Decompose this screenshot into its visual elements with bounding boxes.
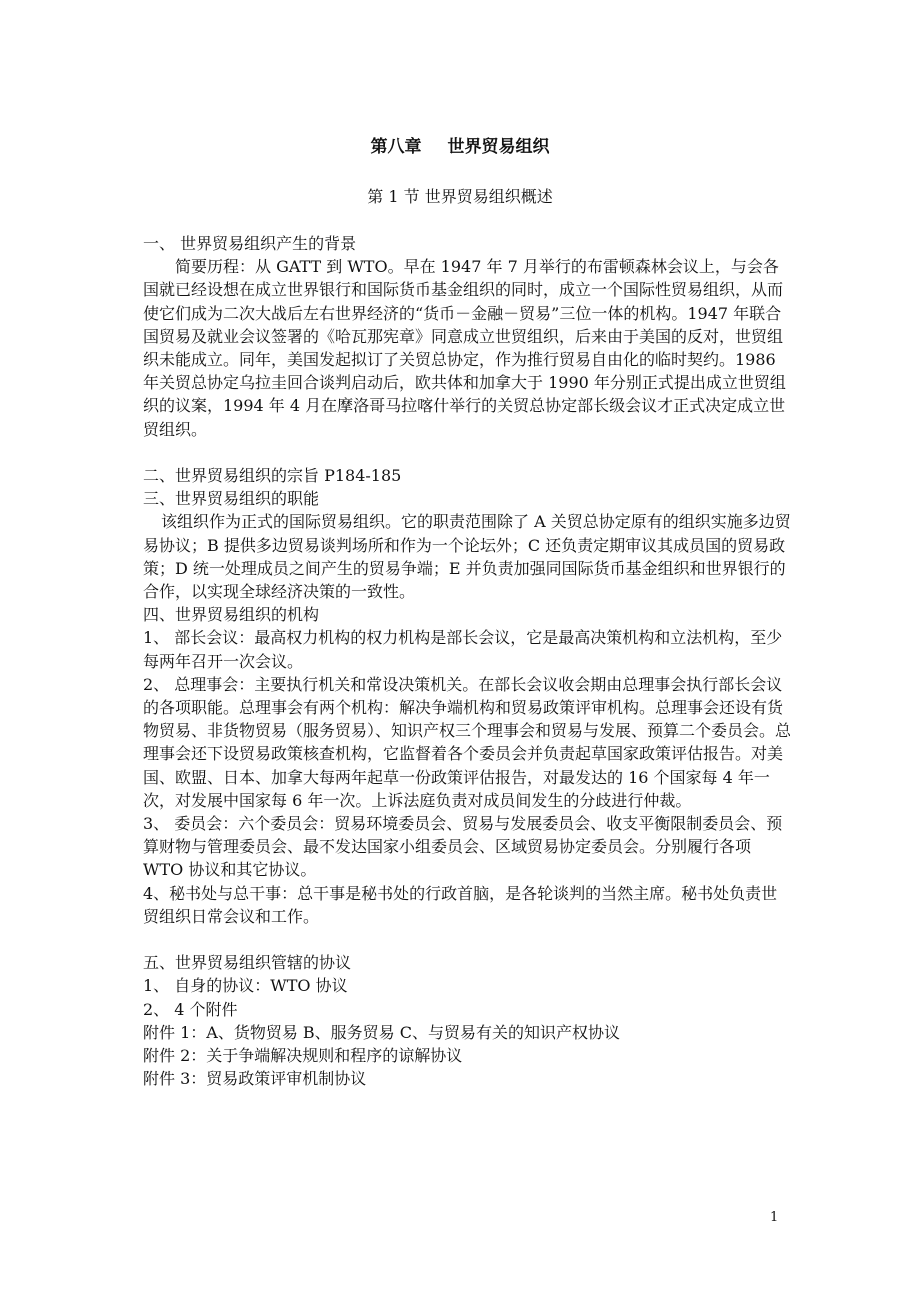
document-body	[143, 232, 791, 1090]
annex-item: 附件 2：关于争端解决规则和程序的谅解协议	[143, 1046, 463, 1066]
chapter-title	[0, 136, 920, 158]
section-subtitle: 第 1 节 世界贸易组织概述	[367, 187, 553, 206]
chapter-number: 第八章	[370, 137, 422, 157]
paragraph-functions: 该组织作为正式的国际贸易组织。它的职责范围除了 A 关贸总协定原有的组织实施多边贸易协议；B 提供多边贸易谈判场所和作为一个论坛外；C 还负责定期审议其成员国的贸易政策；D 统一处理成员之间产生的贸易争端；E 并负责加强同国际货币基金组织和世界银行的合作，以实现全球经济决策的一致性。	[143, 512, 791, 602]
list-item: 4、秘书处与总干事：总干事是秘书处的行政首脑，是各轮谈判的当然主席。秘书处负责世贸组织日常会议和工作。	[143, 883, 778, 926]
section-heading-2: 二、世界贸易组织的宗旨 P184-185	[143, 466, 402, 486]
section-heading-3: 三、世界贸易组织的职能	[143, 489, 320, 509]
section-heading-1: 一、 世界贸易组织产生的背景	[143, 234, 357, 253]
annex-item: 附件 3：贸易政策评审机制协议	[143, 1069, 367, 1089]
list-item: 1、 部长会议：最高权力机构的权力机构是部长会议，它是最高决策机构和立法机构，至少每两年召开一次会议。	[143, 628, 783, 671]
list-item: 1、 自身的协议：WTO 协议	[143, 976, 348, 996]
annex-item: 附件 1：A、货物贸易 B、服务贸易 C、与贸易有关的知识产权协议	[143, 1022, 620, 1042]
page-number: 1	[770, 1210, 779, 1225]
section-heading-4: 四、世界贸易组织的机构	[143, 605, 320, 625]
list-item: 2、 总理事会：主要执行机关和常设决策机关。在部长会议收会期由总理事会执行部长会议的各项职能。总理事会有两个机构：解决争端机构和贸易政策评审机构。总理事会还设有货物贸易、非货物贸易（服务贸易）、知识产权三个理事会和贸易与发展、预算二个委员会。总理事会还下设贸易政策核查机构，它监督着各个委员会并负责起草国家政策评估报告。对美国、欧盟、日本、加拿大每两年起草一份政策评估报告，对最发达的 16 个国家每 4 年一次，对发展中国家每 6 年一次。上诉法庭负责对成员间发生的分歧进行仲裁。	[143, 674, 792, 810]
chapter-name: 世界贸易组织	[447, 137, 550, 157]
section-heading-5: 五、世界贸易组织管辖的协议	[143, 953, 352, 973]
list-item: 2、 4 个附件	[143, 999, 238, 1019]
list-item: 3、 委员会：六个委员会：贸易环境委员会、贸易与发展委员会、收支平衡限制委员会、预算财物与管理委员会、最不发达国家小组委员会、区域贸易协定委员会。分别履行各项 WTO 协议和其它协议。	[143, 814, 783, 880]
paragraph-background: 简要历程：从 GATT 到 WTO。早在 1947 年 7 月举行的布雷顿森林会议上，与会各国就已经设想在成立世界银行和国际货币基金组织的同时，成立一个国际性贸易组织，从而使它们成为二次大战后左右世界经济的“货币－金融－贸易”三位一体的机构。1947 年联合国贸易及就业会议签署的《哈瓦那宪章》同意成立世贸组织，后来由于美国的反对，世贸组织未能成立。同年，美国发起拟订了关贸总协定，作为推行贸易自由化的临时契约。1986 年关贸总协定乌拉圭回合谈判启动后，欧共体和加拿大于 1990 年分别正式提出成立世贸组织的议案，1994 年 4 月在摩洛哥马拉喀什举行的关贸总协定部长级会议才正式决定成立世贸组织。	[143, 257, 786, 439]
